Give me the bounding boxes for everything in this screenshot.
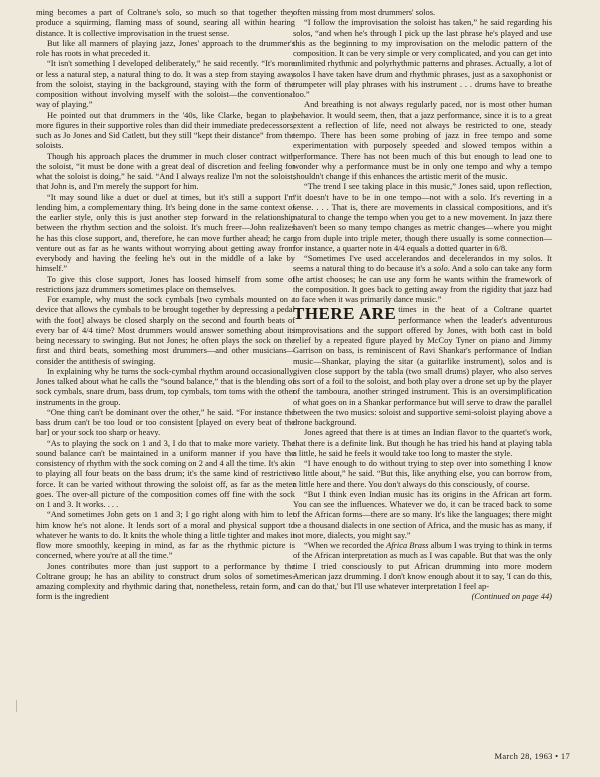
emphasis: solo [433, 263, 448, 274]
paragraph: “I follow the improvisation the soloist has taken,” he said regarding his solos, “and when he's through I pick up the last phrase he's played and use this as the beginning to my improvisation on the melodic pattern of the composition. It can be very simple or very complicated, and you can get into unlimited rhythmic and polyrhythmic patterns and phrases. Actually, a lot of solos I have taken have drum and rhythmic phrases, just as a saxophonist or trumpeter will play phrases with his instrument . . . drums have to breathe too.” [293, 17, 552, 99]
paragraph [293, 253, 552, 304]
paragraph: ming becomes a part of Coltrane's solo, so much so that together they produce a squirming, flaming mass of sound, searing all within hearing distance. It is collective improvisation in the truest sense. [36, 7, 295, 38]
paragraph: “But I think even Indian music has its origins in the African art form. You can see the influences. Whatever we do, it can be traced back to some of the African forms—there are so many. It's like the languages; there might be a thousand dialects in one section of Africa, and the music has as many, if not more, dialects, you might say.” [293, 488, 552, 540]
paragraph: “The trend I see taking place in this music,” Jones said, upon reflection, “it doesn't have to be in one tempo—not with a solo. It's reverting in a sense. . . . That is, there are movements in classical compositions, and it's natural to change the tempo when you get to a new movement. In jazz there haven't been so many tempo changes as metric changes—where you might go from duple into triple meter, though there usually is some connection—for instance, a quarter note in 4/4 equals a dotted quarter in 6/8. [293, 181, 552, 253]
text-run: “When we recorded the [304, 540, 387, 550]
paragraph: “As to playing the sock on 1 and 3, I do that to make more variety. The sound balance can't be maintained in a uniform manner if you have the consistency of rhythm with the sock coming on 2 and 4 all the time. It's akin to playing all four beats on the bass drum; it's the same kind of restrictive force. It can be varied without throwing the soloist off, as far as the meter goes. The over-all picture of the composition comes off fine with the sock on 1 and 3. It works. . . . [36, 437, 295, 509]
continuation-note: (Continued on page 44) [471, 591, 552, 602]
text-run: . And a solo can take any form the artist chooses; he can use any form he wants within the framework of the composition. It goes back to getting away from the rigidity that jazz had to face when it was primarily dance music.” [293, 263, 552, 304]
paragraph: “It may sound like a duet or duel at times, but it's still a support I'm lending him, a complementary thing. It's being done in the same context of the earlier style, only this is just another step forward in the relationship between the rhythm section and the soloist. It's much freer—John realizes he has this close support, and, therefore, he can move further ahead; he can venture out as far as he wants without worrying about getting away from everybody and having the feeling he's out in the middle of a lake by himself.” [36, 191, 295, 274]
paragraph [293, 540, 552, 602]
section-opening-paragraph [293, 304, 552, 427]
paragraph: He pointed out that drummers in the '40s, like Clarke, began to play more figures in their supportive roles than did their immediate predecessors, such as Jo Jones and Sid Catlett, but they still “kept their distance” from the soloists. [36, 109, 295, 151]
paragraph: Jones contributes more than just support to a performance by the Coltrane group; he has an ability to construct drum solos of sometimes-amazing complexity and rhythmic daring that, nonetheless, retain form, and form is the ingredient [36, 560, 295, 602]
paragraph: often missing from most drummers' solos. [293, 7, 436, 17]
text-run: album I was trying to think in terms of the African interpretation as much as I was capable. But that was the only time I tried consciously to put African drumming into more modern American jazz drumming. I don't know enough about it to say, 'I can do this, I can do that,' but I'll use whatever interpretation I feel ap- [293, 540, 552, 591]
page-number: 17 [560, 751, 570, 761]
paper-mark [16, 700, 20, 712]
paragraph: Though his approach places the drummer in much closer contract with the soloist, “it must be done with a great deal of discretion and feeling for what the soloist is doing,” he said. “And I always realize I'm not the soloist, that John is, and I'm merely the support for him. [36, 150, 295, 192]
album-title: Africa Brass [386, 540, 429, 550]
drop-cap-lead: THERE ARE [293, 304, 397, 324]
paragraph: But like all manners of playing jazz, Jones' approach to the drummer's role has roots in what preceded it. [36, 37, 295, 58]
paragraph: “It isn't something I developed deliberately,” he said recently. “It's more or less a natural step, a natural thing to do. It was a step from staying away from the soloist, staying in the background, staying with the form of the composition without involving myself with the soloist—the conventional way of playing.” [36, 58, 295, 110]
page-footer [494, 751, 570, 761]
text-run: times in the heat of a Coltrane quartet performance when the leader's adventurous improvisations and the support offered by Jones, with both cast in bold relief by a repeated figure played by McCoy Tyner on piano and Jimmy Garrison on bass, is reminiscent of Ravi Shankar's performance of Indian music—Shankar, playing the sitar (a guitarlike instrument), solos and is given close support by the tabla (two small drums) player, who also serves as sort of a foil to the soloist, and both play over a drone set up by the player of the tamboura, another stringed instrument. This is an oversimplification of what goes on in a Shankar performance but will serve to draw the parallel between the two musics: soloist and supportive semi-soloist playing above a drone background. [293, 304, 552, 427]
paragraph: For example, why must the sock cymbals [two cymbals mounted on a device that allows the cymbals to be brought together by depressing a pedal with the foot] always be closed sharply on the second and fourth beats of every bar of 4/4 time? Most drummers would answer something about its being necessary to swinging. But not Jones; he often plays the sock on the first and third beats, something most drummers—and other musicians—consider the antithesis of swinging. [36, 294, 295, 366]
paragraph: “And sometimes John gets on 1 and 3; I go right along with him to let him know he's not alone. It lends sort of a moral and physical support to whatever he wants to do. It knits the whole thing a little tighter and makes it flow more smoothly, keeping in mind, as far as the rhythmic picture is concerned, where you're at all the time.” [36, 509, 295, 561]
issue-date: March 28, 1963 [494, 751, 553, 761]
left-column [36, 7, 295, 602]
paragraph: In explaining why he turns the sock-cymbal rhythm around occasionally, Jones talked about what he calls the “sound balance,” that is the blending of sock cymbals, snare drum, bass drum, top cymbals, tom toms with the other instruments in the group. [36, 365, 295, 407]
separator-bullet: • [555, 751, 559, 761]
right-column [293, 7, 552, 602]
text-run: “Sometimes I've used accelerandos and decelerandos in my solos. It seems a natural thing to do because it's a [293, 253, 552, 274]
paragraph: “I have enough to do without trying to step over into something I know so little about,” he said. “But this, like anything else, you can borrow from, a little here and there. You don't always do this consciously, of course. [293, 458, 552, 489]
paragraph: “One thing can't be dominant over the other,” he said. “For instance the bass drum can't be too loud or too consistent [played on every beat of the bar] or your sock too sharp or heavy. [36, 406, 295, 438]
paragraph: And breathing is not always regularly paced, nor is most other human behavior. It would seem, then, that a jazz performance, since it is to a great extent a reflection of life, need not always be restricted to one, steady tempo. There has been some probing of jazz in free tempo and some experimentation with purposely speeded and slowed tempos within a performance. There has not been much of this but enough to lead one to wonder why a performance must be in only one tempo and why a tempo shouldn't change if this enhances the artistic merit of the music. [293, 99, 552, 181]
paragraph: To give this close support, Jones has loosed himself from some of restrictions jazz drummers sometimes place on themselves. [36, 273, 295, 294]
paragraph: Jones agreed that there is at times an Indian flavor to the quartet's work, that there is a definite link. But though he has tried his hand at playing tabla a little, he said he feels it would take too long to master the style. [293, 427, 552, 458]
